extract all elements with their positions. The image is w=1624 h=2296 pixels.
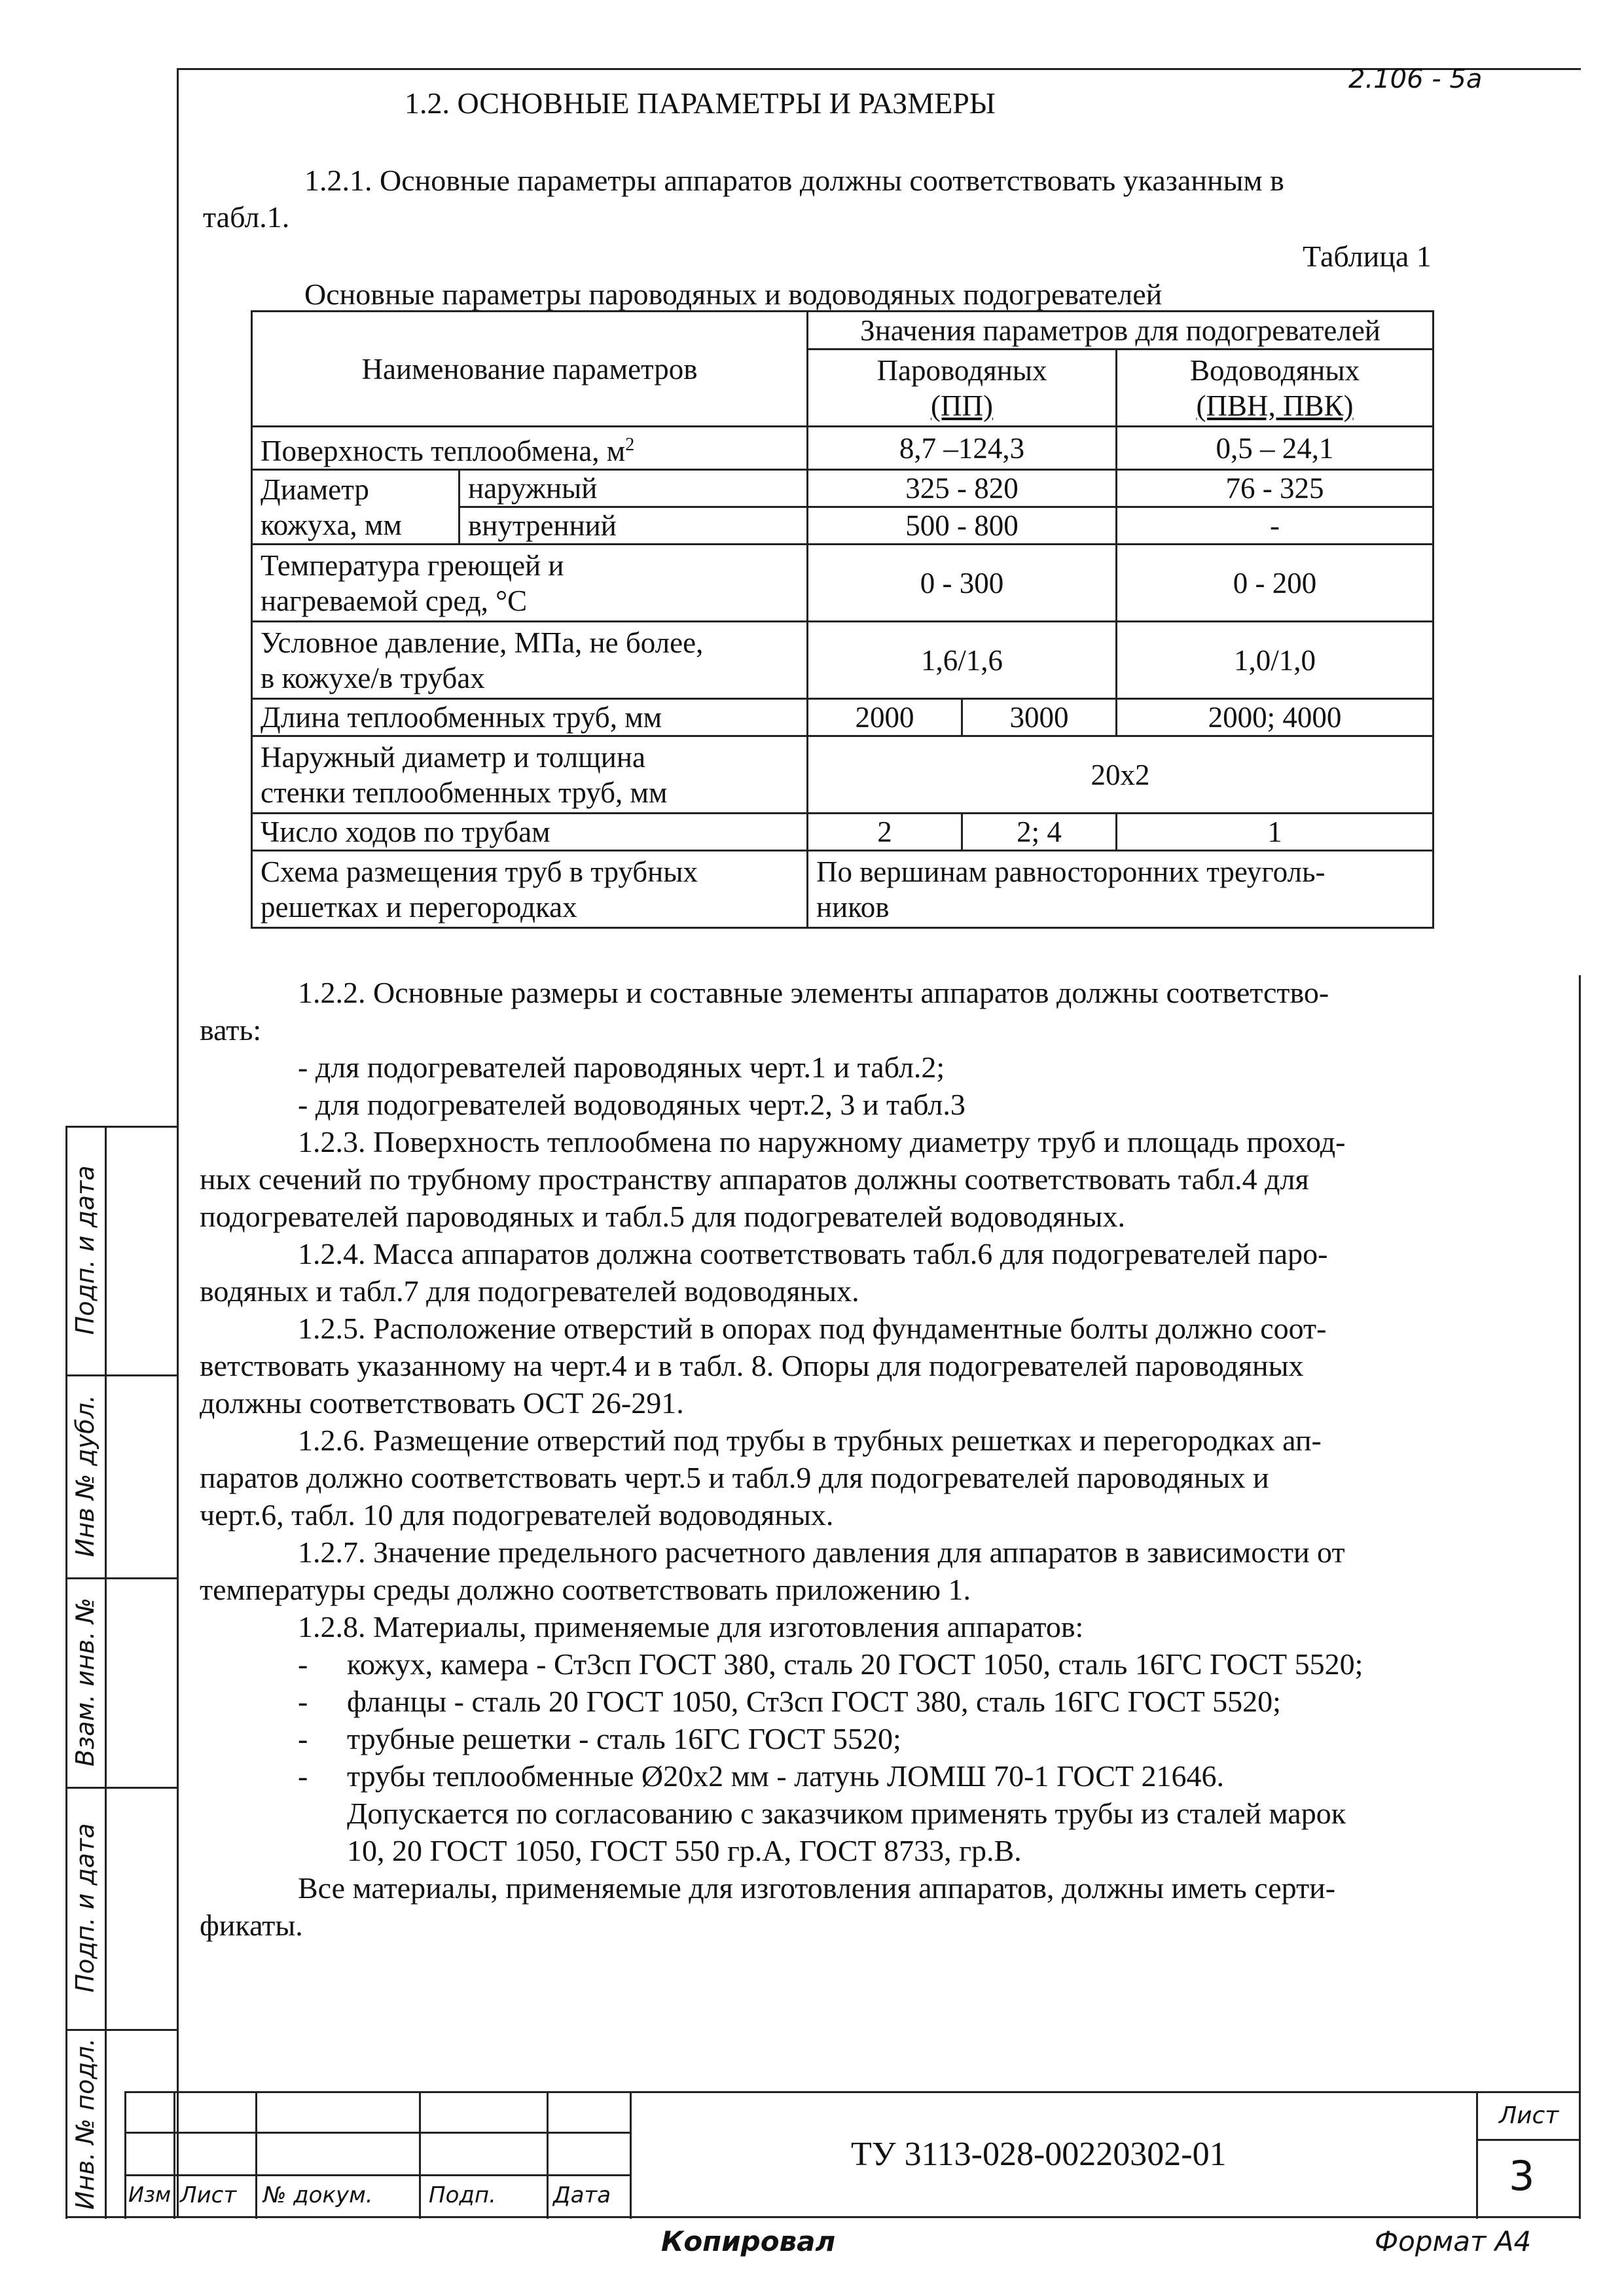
materials-dash-1: - [298,1647,308,1681]
row-tube-size-label-1: Наружный диаметр и толщина [261,740,645,774]
stamp-top-line [124,2091,1581,2093]
stamp-col-sign: Подп. [429,2182,496,2208]
superscript-2: 2 [625,435,635,455]
final-line-2: фикаты. [200,1909,303,1942]
row-layout-value-1: По вершинам равносторонних треуголь- [816,855,1326,888]
materials-item-2: фланцы - сталь 20 ГОСТ 1050, Ст3сп ГОСТ 380, сталь 16ГС ГОСТ 5520; [347,1685,1281,1718]
p121-line-1: 1.2.1. Основные параметры аппаратов должны соответствовать указанным в [304,164,1284,197]
stamp-row-line-1 [124,2132,632,2134]
p125-line-1: 1.2.5. Расположение отверстий в опорах под фундаментные болты должно соот- [298,1312,1327,1345]
side-column-line-inner [105,1126,107,2219]
header-values: Значения параметров для подогревателей [860,314,1380,347]
table-row [252,699,1434,736]
p125-line-2: ветствовать указанному на черт.4 и в табл. 8. Опоры для подогревателей пароводяных [200,1349,1304,1382]
parameters-table [251,310,1434,929]
stamp-sheet-label: Лист [1499,2102,1559,2129]
p127-line-1: 1.2.7. Значение предельного расчетного давления для аппаратов в зависимости от [298,1535,1345,1569]
header-name: Наименование параметров [361,352,698,386]
p124-line-1: 1.2.4. Масса аппаратов должна соответствовать табл.6 для подогревателей паро- [298,1237,1328,1270]
table-caption: Основные параметры пароводяных и водоводяных подогревателей [304,278,1163,311]
row-diameter-outer-water: 76 - 325 [1117,470,1434,507]
p122-item-1: - для подогревателей пароводяных черт.1 и табл.2; [298,1050,945,1084]
header-name-cell [252,312,808,427]
footer-format: Формат А4 [1375,2225,1532,2257]
p122-line-1: 1.2.2. Основные размеры и составные элементы аппаратов должны соответство- [298,976,1329,1009]
frame-left-line [177,68,179,2218]
side-divider-0 [65,1126,177,1128]
header-water-water: Водоводяных [1189,353,1360,387]
stamp-col-6 [630,2091,632,2219]
materials-item-1: кожух, камера - Ст3сп ГОСТ 380, сталь 20 ГОСТ 1050, сталь 16ГС ГОСТ 5520; [347,1647,1363,1681]
materials-item-3: трубные решетки - сталь 16ГС ГОСТ 5520; [347,1722,901,1755]
row-surface-water: 0,5 – 24,1 [1117,427,1434,470]
footer-copied: Копировал [661,2225,836,2257]
table-row [252,622,1434,699]
row-pressure-label-1: Условное давление, МПа, не более, [261,626,704,659]
row-pressure-name [252,622,808,699]
row-layout-value [808,851,1434,928]
p123-line-3: подогревателей пароводяных и табл.5 для подогревателей водоводяных. [200,1200,1125,1233]
p125-line-3: должны соответствовать ОСТ 26-291. [200,1386,684,1420]
side-divider-2 [65,1577,177,1579]
p122-line-2: вать: [200,1013,262,1047]
row-pressure-steam: 1,6/1,6 [808,622,1117,699]
p126-line-2: паратов должно соответствовать черт.5 и табл.9 для подогревателей пароводяных и [200,1461,1269,1494]
row-passes-name: Число ходов по трубам [252,814,808,851]
table-row [252,736,1434,814]
final-line-1: Все материалы, применяемые для изготовления аппаратов, должны иметь серти- [298,1871,1336,1905]
row-diameter-inner-water: - [1117,507,1434,545]
side-divider-3 [65,1787,177,1789]
row-pressure-label-2: в кожухе/в трубах [261,661,485,694]
row-layout-name [252,851,808,928]
table-row [252,427,1434,470]
materials-note-1: Допускается по согласованию с заказчиком применять трубы из сталей марок [347,1797,1346,1830]
frame-bottom-line [65,2216,1581,2218]
stamp-col-list: Лист [180,2182,237,2208]
row-layout-label-2: решетках и перегородках [261,890,577,924]
stamp-col-1 [124,2091,126,2219]
side-label-inv-original: Инв. № подл. [71,2037,99,2210]
table-row [252,470,1434,507]
row-tube-size-label-2: стенки теплообменных труб, мм [261,776,668,809]
row-passes-steam-b: 2; 4 [962,814,1117,851]
stamp-row-line-2 [124,2174,632,2176]
p122-item-2: - для подогревателей водоводяных черт.2, 3 и табл.3 [298,1088,965,1121]
stamp-col-doc: № докум. [263,2182,373,2208]
side-label-sign-date-2: Подп. и дата [71,1823,99,1993]
row-diameter-label-1: Диаметр [261,473,369,506]
side-column-line-outer [65,1126,67,2219]
row-tube-size-value: 20х2 [808,736,1434,814]
table-row [252,851,1434,928]
stamp-sheet-divider [1476,2139,1581,2141]
stamp-col-date: Дата [553,2182,611,2208]
row-passes-steam-a: 2 [808,814,962,851]
header-values-cell [808,312,1434,350]
row-surface-steam: 8,7 –124,3 [808,427,1117,470]
row-temperature-label-1: Температура греющей и [261,548,564,582]
section-title: 1.2. ОСНОВНЫЕ ПАРАМЕТРЫ И РАЗМЕРЫ [405,86,996,120]
side-label-sign-date-1: Подп. и дата [71,1165,99,1335]
side-divider-4 [65,2029,177,2031]
materials-dash-4: - [298,1759,308,1793]
row-length-steam-b: 3000 [962,699,1117,736]
row-length-water: 2000; 4000 [1117,699,1434,736]
row-temperature-name [252,545,808,622]
header-water-water-cell [1117,350,1434,427]
stamp-sheet-number: 3 [1509,2152,1535,2200]
frame-right-line [1579,975,1581,2219]
materials-note-2: 10, 20 ГОСТ 1050, ГОСТ 550 гр.А, ГОСТ 8733, гр.В. [347,1834,1022,1867]
stamp-col-izm: Изм [128,2182,171,2207]
side-label-replace-inv: Взам. инв. № [71,1597,99,1767]
row-layout-label-1: Схема размещения труб в трубных [261,855,698,888]
stamp-col-4 [419,2091,421,2219]
row-diameter-inner-steam: 500 - 800 [808,507,1117,545]
row-pressure-water: 1,0/1,0 [1117,622,1434,699]
row-layout-value-2: ников [816,890,890,924]
materials-item-4: трубы теплообменные Ø20х2 мм - латунь ЛОМШ 70-1 ГОСТ 21646. [347,1759,1224,1793]
stamp-col-5 [547,2091,549,2219]
p128-line-1: 1.2.8. Материалы, применяемые для изготовления аппаратов: [298,1610,1084,1643]
stamp-col-3 [255,2091,257,2219]
row-temperature-label-2: нагреваемой сред, °С [261,584,528,617]
stamp-col-sheet [1476,2091,1478,2219]
header-steam-water-cell [808,350,1117,427]
row-tube-size-name [252,736,808,814]
materials-dash-2: - [298,1685,308,1718]
row-surface-label: Поверхность теплообмена, м [261,435,626,467]
row-passes-water: 1 [1117,814,1434,851]
row-diameter-outer-steam: 325 - 820 [808,470,1117,507]
p124-line-2: водяных и табл.7 для подогревателей водоводяных. [200,1274,859,1308]
header-steam-water-code: (ПП) [931,389,993,422]
row-length-steam-a: 2000 [808,699,962,736]
row-diameter-outer: наружный [460,470,808,507]
row-temperature-steam: 0 - 300 [808,545,1117,622]
materials-dash-3: - [298,1722,308,1755]
table-number: Таблица 1 [1303,240,1432,273]
p126-line-1: 1.2.6. Размещение отверстий под трубы в трубных решетках и перегородках ап- [298,1424,1322,1457]
header-water-water-code: (ПВН, ПВК) [1196,389,1354,422]
side-divider-1 [65,1374,177,1376]
stamp-doc-code: ТУ 3113-028-00220302-01 [851,2136,1227,2173]
row-diameter-label-2: кожуха, мм [261,508,402,541]
table-row [252,545,1434,622]
row-length-name: Длина теплообменных труб, мм [252,699,808,736]
row-surface-name [252,427,808,470]
side-label-inv-dup: Инв № дубл. [71,1395,99,1557]
p126-line-3: черт.6, табл. 10 для подогревателей водоводяных. [200,1498,834,1532]
header-steam-water: Пароводяных [876,353,1047,387]
row-temperature-water: 0 - 200 [1117,545,1434,622]
p123-line-1: 1.2.3. Поверхность теплообмена по наружному диаметру труб и площадь проход- [298,1125,1346,1158]
p121-line-2: табл.1. [203,200,290,234]
table-row [252,814,1434,851]
stamp-col-2 [173,2091,175,2219]
page-code: 2.106 - 5а [1348,64,1483,94]
row-diameter-name [252,470,460,545]
p127-line-2: температуры среды должно соответствовать приложению 1. [200,1573,971,1606]
p123-line-2: ных сечений по трубному пространству аппаратов должны соответствовать табл.4 для [200,1162,1309,1196]
row-diameter-inner: внутренний [460,507,808,545]
